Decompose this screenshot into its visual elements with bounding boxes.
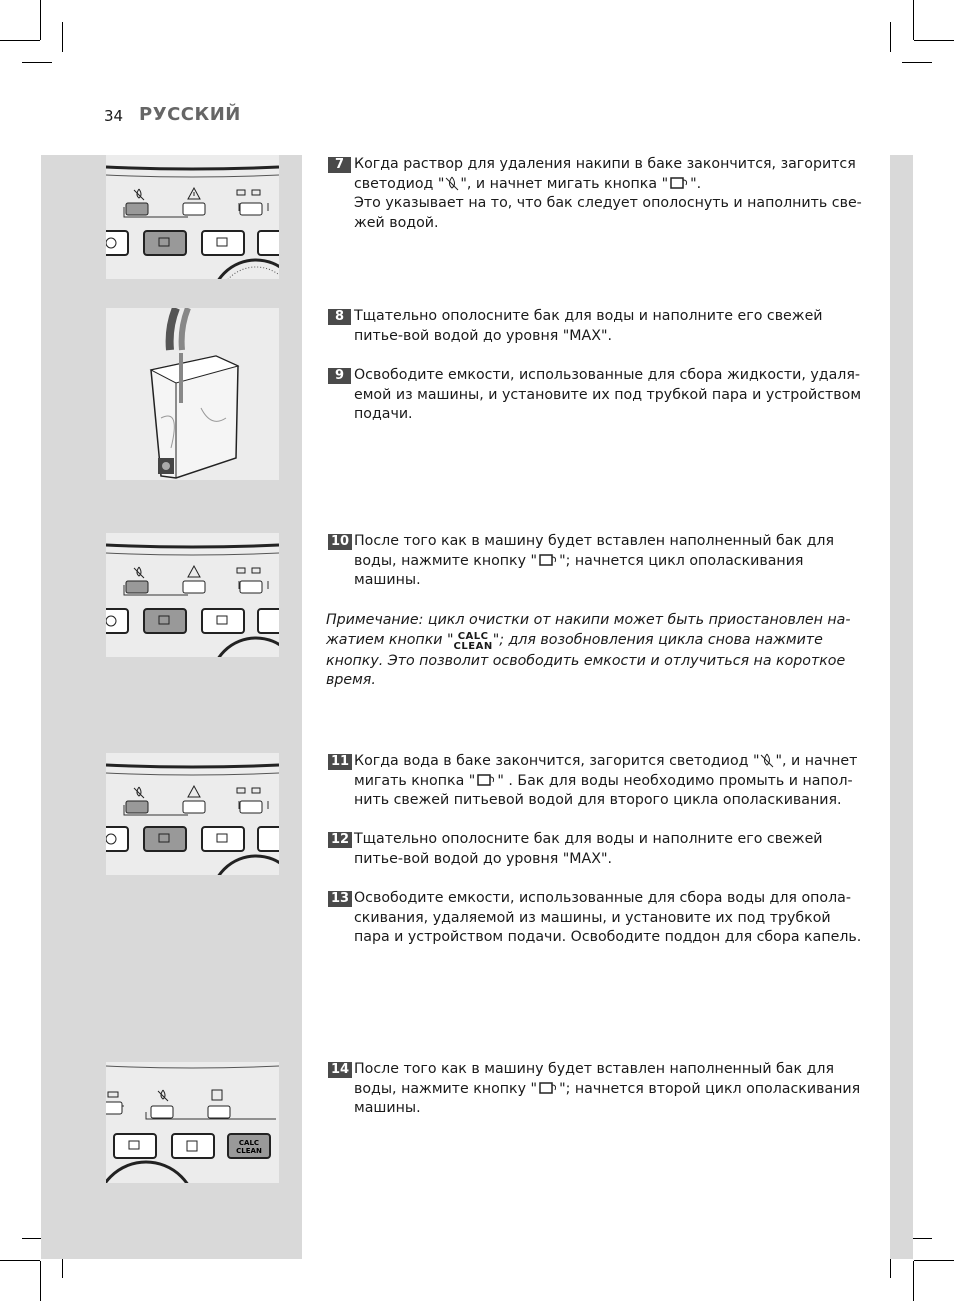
pointer-arrow [279,533,302,549]
pointer-arrow [279,155,302,171]
step-text: Освободите емкости, использованные для сбора воды для опола-скивания, удаляемой из машины, и установите их под трубкой пара и устройством подачи. Освободите поддон для сбора капель. [354,890,862,946]
step-line: жей водой. [354,215,439,232]
step-line: Это указывает на то, что бак следует ополоснуть и наполнить све- [354,195,862,212]
step-part: ", и начнет мигать кнопка " [354,753,858,789]
step-number: 8 [328,309,351,325]
step-14 [328,1060,863,1119]
step-number: 11 [328,754,352,770]
step-part: После того как в машину будет вставлен наполненный бак для воды, нажмите кнопку " [354,533,834,569]
step-text [354,752,863,811]
no-water-icon [134,189,144,200]
step-line: Когда раствор для удаления накипи в баке закончится, загорится [354,156,856,172]
step-text [354,1060,863,1119]
figure-control-panel [106,533,279,657]
note-text: Примечание: цикл очистки от накипи может быть приостановлен на-жатием кнопки " [326,612,851,648]
warning-icon [188,188,200,199]
figure-control-panel-calc [106,1062,279,1183]
step-8 [328,307,863,346]
no-water-icon [444,175,460,191]
figure-control-panel [106,753,279,875]
right-margin-band [890,155,913,1259]
step-part: " . Бак для воды необходимо промыть и напол-нить свежей питьевой водой для второго цикла ополаскивания. [354,772,853,809]
step-number: 9 [328,368,351,384]
step-text: Тщательно ополосните бак для воды и наполните его свежей питье-вой водой до уровня "MAX". [354,308,823,344]
pointer-arrow [279,753,302,769]
step-number: 12 [328,832,352,848]
page-title: РУССКИЙ [139,104,241,125]
double-cup-icon [237,190,260,195]
step-7 [328,155,863,234]
step-11 [328,752,863,811]
step-part: "; начнется цикл ополаскивания машины. [354,552,804,589]
step-number: 13 [328,891,352,907]
cup-icon [537,552,559,568]
figure-water-tank [106,308,279,480]
step-text: Освободите емкости, использованные для сбора жидкости, удаля-емой из машины, и установите их под трубкой пара и устройством подачи. [354,367,862,423]
step-13 [328,889,863,948]
calc-clean-icon [454,632,493,652]
step-number: 10 [328,534,352,550]
calc-top: CALC [457,630,489,642]
step-text: Тщательно ополосните бак для воды и наполните его свежей питье-вой водой до уровня "MAX". [354,831,823,867]
note-text: "; для возобновления цикла снова нажмите кнопку. Это позволит освободить емкости и отлучиться на короткое время. [326,631,846,689]
step-12 [328,830,863,869]
cup-icon [537,1080,559,1096]
step-9 [328,366,863,425]
step-part: "; начнется второй цикл ополаскивания машины. [354,1080,861,1117]
step-text [354,532,863,591]
page-number: 34 [104,107,124,125]
no-water-icon [759,752,775,768]
step-part: Когда вода в баке закончится, загорится светодиод " [354,753,760,769]
step-line: светодиод " [354,175,445,192]
step-number: 7 [328,157,351,173]
calc-label-bottom: CLEAN [236,1147,262,1155]
cup-icon [668,175,690,191]
step-text [354,155,863,234]
step-line: ", и начнет мигать кнопка " [460,175,669,192]
step-line: ". [690,175,702,192]
step-number: 14 [328,1062,352,1078]
step-part: После того как в машину будет вставлен наполненный бак для воды, нажмите кнопку " [354,1061,834,1097]
pointer-arrow [279,308,302,324]
step-10 [328,532,863,591]
note [326,611,866,691]
calc-label-top: CALC [238,1139,260,1147]
pointer-arrow [279,1062,302,1078]
cup-icon [475,772,497,788]
figure-control-panel [106,155,279,279]
calc-bottom: CLEAN [453,640,493,652]
